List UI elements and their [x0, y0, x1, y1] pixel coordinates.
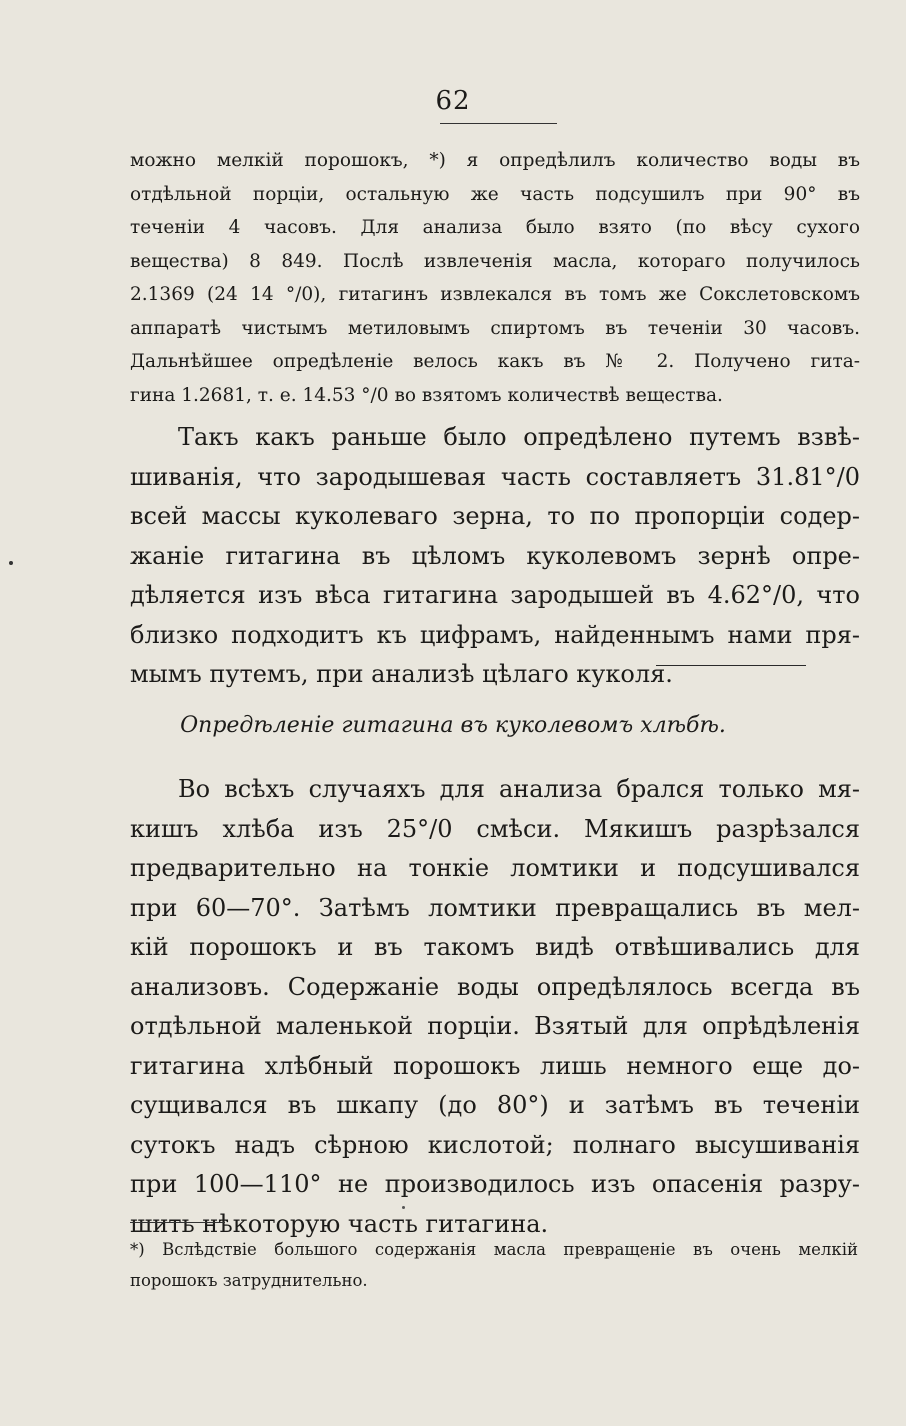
page-number: 62	[435, 86, 471, 116]
text-line: всей массы куколеваго зерна, то по пропорціи содер-	[130, 502, 860, 530]
text-line: анализовъ. Содержаніе воды опредѣлялось всегда въ	[130, 972, 860, 1001]
text-line: шить нѣкоторую часть гитагина.	[130, 1209, 549, 1238]
text-line: вещества) 8 849. Послѣ извлеченія масла, котораго получилось	[130, 250, 860, 272]
paragraph-embryo-share	[130, 418, 860, 695]
text-line: отдѣльной порціи, остальную же часть подсушилъ при 90° въ	[130, 183, 860, 205]
text-line: Такъ какъ раньше было опредѣлено путемъ взвѣ-	[178, 423, 860, 451]
section-separator	[656, 665, 806, 666]
text-line: гитагина хлѣбный порошокъ лишь немного еще до-	[130, 1051, 860, 1080]
paragraph-bread-analysis	[130, 770, 860, 1244]
text-line: можно мелкій порошокъ, *) я опредѣлилъ количество воды въ	[130, 150, 860, 171]
paragraph-continued	[130, 144, 860, 412]
paper-speck	[402, 1206, 405, 1209]
text-line: гина 1.2681, т. е. 14.53 °/0 во взятомъ количествѣ вещества.	[130, 384, 723, 406]
text-line: предварительно на тонкіе ломтики и подсушивался	[130, 854, 860, 882]
page-number-rule	[440, 123, 557, 124]
margin-mark	[9, 561, 13, 565]
footnote-line: *) Вслѣдствіе большого содержанія масла превращеніе въ очень мелкій	[130, 1240, 858, 1259]
text-line: сутокъ надъ сѣрною кислотой; полнаго высушиванія	[130, 1130, 860, 1159]
text-line: дѣляется изъ вѣса гитагина зародышей въ 4.62°/0, что	[130, 581, 860, 609]
text-line: при 100—110° не производилось изъ опасенія разру-	[130, 1170, 860, 1198]
section-heading: Опредѣленіе гитагина въ куколевомъ хлѣбѣ.	[180, 713, 726, 738]
text-line: кишъ хлѣба изъ 25°/0 смѣси. Мякишъ разрѣзался	[130, 814, 860, 843]
text-line: мымъ путемъ, при анализѣ цѣлаго куколя.	[130, 660, 673, 688]
text-line: шиванія, что зародышевая часть составляетъ 31.81°/0	[130, 462, 860, 491]
text-line: отдѣльной маленькой порціи. Взятый для опрѣдѣленія	[130, 1012, 860, 1040]
footnote-rule	[130, 1222, 225, 1223]
footnote	[130, 1234, 858, 1296]
text-line: кій порошокъ и въ такомъ видѣ отвѣшивались для	[130, 933, 860, 961]
text-line: при 60—70°. Затѣмъ ломтики превращались въ мел-	[130, 893, 860, 922]
text-line: теченіи 4 часовъ. Для анализа было взято (по вѣсу сухого	[130, 217, 860, 238]
text-line: Во всѣхъ случаяхъ для анализа брался только мя-	[178, 775, 860, 803]
text-line: жаніе гитагина въ цѣломъ куколевомъ зернѣ опре-	[130, 541, 860, 570]
text-line: сущивался въ шкапу (до 80°) и затѣмъ въ теченіи	[130, 1091, 860, 1119]
text-line: близко подходитъ къ цифрамъ, найденнымъ нами пря-	[130, 620, 860, 649]
text-line: 2.1369 (24 14 °/0), гитагинъ извлекался въ томъ же Сокслетовскомъ	[130, 284, 860, 305]
text-line: аппаратѣ чистымъ метиловымъ спиртомъ въ теченіи 30 часовъ.	[130, 317, 860, 339]
text-line: Дальнѣйшее опредѣленіе велось какъ въ № 2. Получено гита-	[130, 351, 860, 372]
footnote-line: порошокъ затруднительно.	[130, 1271, 368, 1290]
